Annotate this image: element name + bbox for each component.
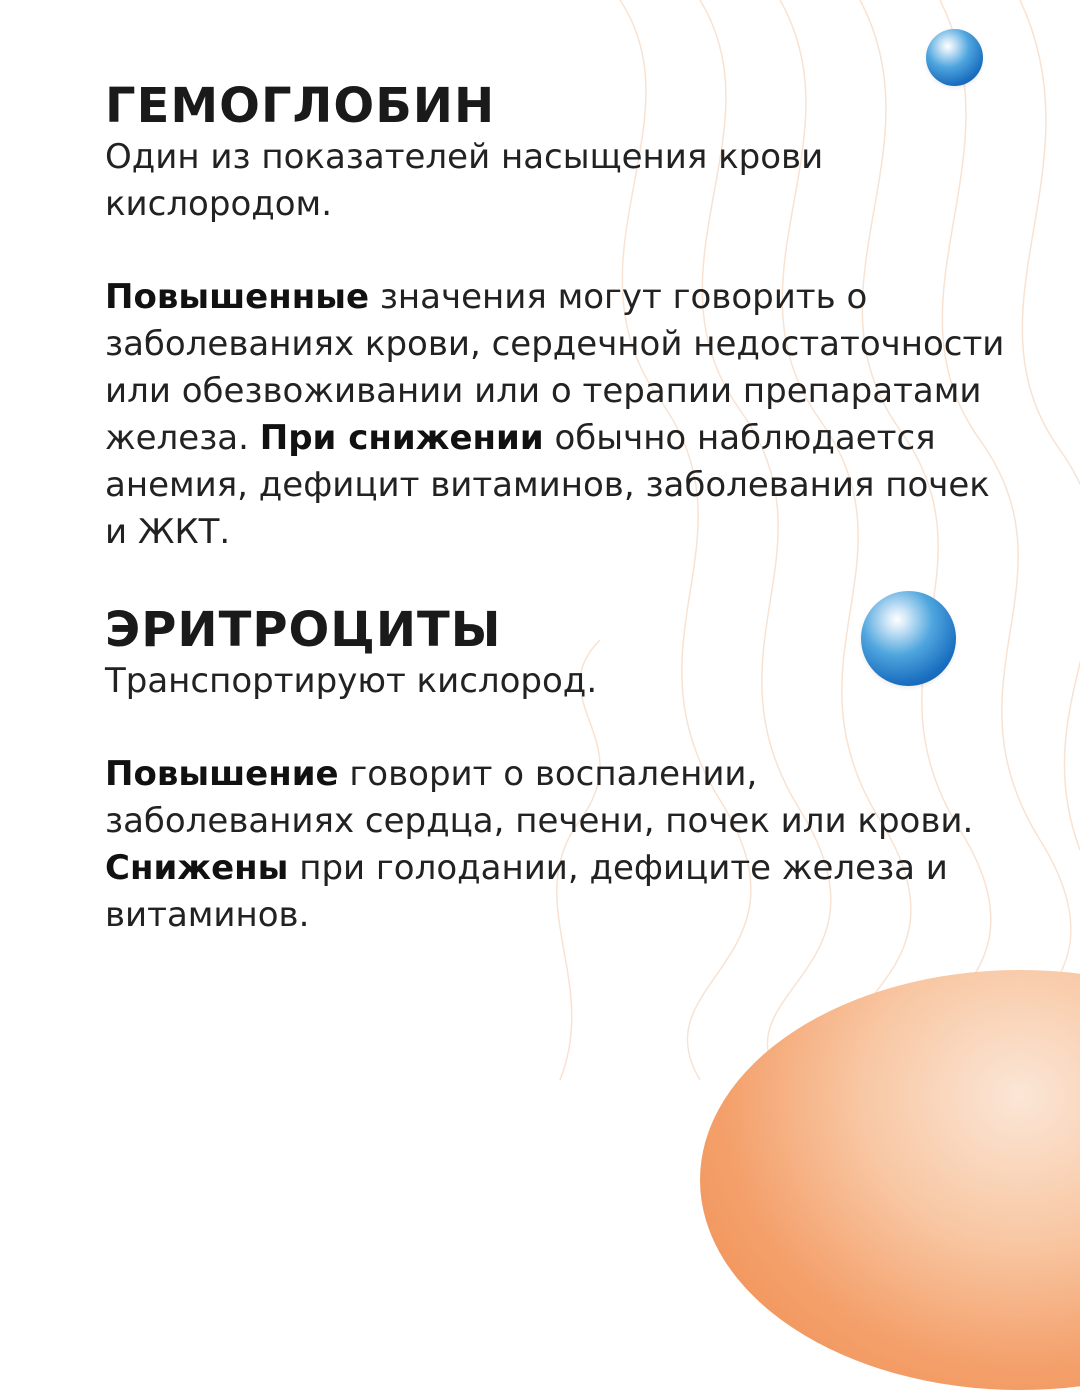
section-intro: Один из показателей насыщения крови кислородом. <box>105 137 824 224</box>
section-erythrocytes <box>105 602 1005 939</box>
detail-bold: Повышенные <box>105 277 370 317</box>
detail-text: обычно наблюдается анемия, дефицит витаминов, заболевания почек и ЖКТ. <box>105 418 990 552</box>
detail-text: значения могут говорить о заболеваниях крови, сердечной недостаточности или обезвоживании или о терапии препаратами железа. <box>105 277 1005 458</box>
detail-bold: Повышение <box>105 754 339 794</box>
detail-bold: Снижены <box>105 848 289 888</box>
section-title: ЭРИТРОЦИТЫ <box>105 602 502 658</box>
section-hemoglobin <box>105 78 1005 556</box>
section-details <box>105 751 1005 939</box>
detail-text: при голодании, дефиците железа и витаминов. <box>105 848 948 935</box>
section-title: ГЕМОГЛОБИН <box>105 78 496 134</box>
content-column <box>105 78 1005 939</box>
section-intro: Транспортируют кислород. <box>105 661 598 701</box>
section-details <box>105 274 1005 556</box>
detail-text: говорит о воспалении, заболеваниях сердца, печени, почек или крови. <box>105 754 974 841</box>
detail-bold: При снижении <box>259 418 544 458</box>
